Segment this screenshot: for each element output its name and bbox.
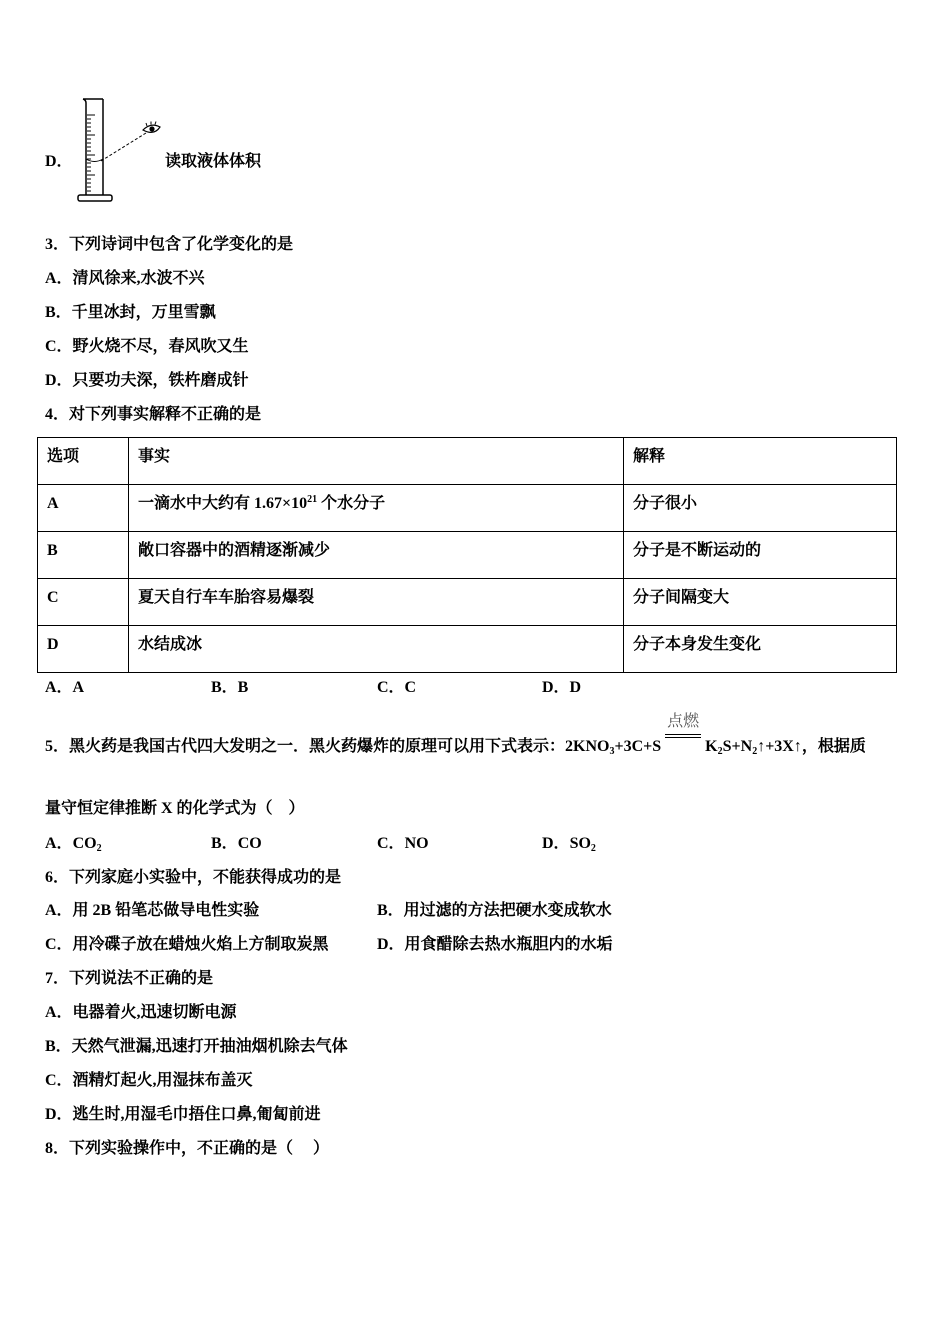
option-formula: SO (569, 835, 591, 852)
q4-option-a: A．A (45, 679, 85, 696)
q2-option-d-label: D． (45, 153, 73, 170)
equation-product-2-subscript: 2 (752, 746, 758, 757)
reaction-equals-double-line (665, 734, 701, 738)
option-formula: NO (404, 835, 429, 852)
q7-option-a: A．电器着火,迅速切断电源 (45, 1004, 237, 1021)
q7-stem: 7．下列说法不正确的是 (45, 970, 214, 987)
q8-stem: 8．下列实验操作中，不正确的是（ ） (45, 1140, 330, 1157)
q3-option-d: D．只要功夫深，铁杵磨成针 (45, 372, 249, 389)
equation-reactant-1-subscript: 3 (609, 746, 615, 757)
row-explanation: 分子很小 (624, 485, 897, 532)
row-explanation: 分子本身发生变化 (624, 626, 897, 673)
q5-stem-line1 (45, 713, 866, 757)
row-fact-text: 一滴水中大约有 1.67×10 (138, 495, 308, 512)
row-option: A (38, 485, 129, 532)
q5-option-c (377, 835, 429, 853)
q5-option-a (45, 835, 102, 853)
graduated-cylinder-figure (70, 95, 170, 207)
graduation-marks (87, 115, 95, 191)
q6-option-b: B．用过滤的方法把硬水变成软水 (377, 902, 612, 919)
table-row (38, 579, 897, 626)
eye-icon (143, 122, 160, 133)
option-formula: CO (72, 835, 97, 852)
table-row (38, 532, 897, 579)
reaction-condition (665, 713, 701, 756)
row-fact: 敞口容器中的酒精逐渐减少 (129, 532, 624, 579)
q4-facts-table (37, 437, 897, 673)
q6-stem: 6．下列家庭小实验中，不能获得成功的是 (45, 869, 342, 886)
reaction-condition-text: 点燃 (667, 713, 700, 730)
option-label: A． (45, 835, 73, 852)
equation-product-1-subscript: 2 (717, 746, 723, 757)
q4-stem: 4．对下列事实解释不正确的是 (45, 406, 262, 423)
q6-option-c: C．用冷碟子放在蜡烛火焰上方制取炭黑 (45, 936, 329, 953)
header-fact: 事实 (129, 438, 624, 485)
row-fact (129, 485, 624, 532)
option-formula-subscript: 2 (590, 843, 596, 854)
equation-reactant-2: +3C+S (614, 738, 662, 755)
option-label: C． (377, 835, 405, 852)
q7-option-b: B．天然气泄漏,迅速打开抽油烟机除去气体 (45, 1038, 348, 1055)
row-option: B (38, 532, 129, 579)
q6-option-a: A．用 2B 铅笔芯做导电性实验 (45, 902, 260, 919)
row-option: D (38, 626, 129, 673)
sight-line (101, 133, 146, 161)
row-fact-exponent: 21 (307, 494, 318, 505)
q3-stem: 3．下列诗词中包含了化学变化的是 (45, 236, 294, 253)
q5-stem-intro: 5．黑火药是我国古代四大发明之一．黑火药爆炸的原理可以用下式表示： (45, 738, 566, 755)
q6-option-d: D．用食醋除去热水瓶胆内的水垢 (377, 936, 613, 953)
row-explanation: 分子间隔变大 (624, 579, 897, 626)
q3-option-a: A．清风徐来,水波不兴 (45, 270, 205, 287)
q3-option-b: B．千里冰封，万里雪飘 (45, 304, 216, 321)
equation-reactant-1: 2KNO (565, 738, 610, 755)
q5-stem-line2: 量守恒定律推断 X 的化学式为（ ） (45, 800, 305, 817)
equation-product-3: ↑+3X↑ (757, 738, 802, 755)
row-fact-tail: 个水分子 (321, 495, 386, 512)
q4-option-c: C．C (377, 679, 417, 696)
q4-option-b: B．B (211, 679, 249, 696)
table-header-row (38, 438, 897, 485)
cylinder-base (78, 195, 112, 201)
q4-option-d: D．D (542, 679, 582, 696)
q7-option-d: D．逃生时,用湿毛巾捂住口鼻,匍匐前进 (45, 1106, 321, 1123)
option-label: D． (542, 835, 570, 852)
option-formula-subscript: 2 (96, 843, 102, 854)
header-option: 选项 (38, 438, 129, 485)
option-label: B． (211, 835, 238, 852)
option-formula: CO (237, 835, 262, 852)
table-row (38, 626, 897, 673)
equation-product-2: S+N (722, 738, 753, 755)
q5-stem-tail: ，根据质 (801, 738, 866, 755)
q3-option-c: C．野火烧不尽，春风吹又生 (45, 338, 249, 355)
q2-option-d-caption: 读取液体体积 (165, 153, 262, 170)
row-option: C (38, 579, 129, 626)
q7-option-c: C．酒精灯起火,用湿抹布盖灭 (45, 1072, 253, 1089)
row-fact: 夏天自行车车胎容易爆裂 (129, 579, 624, 626)
q5-option-b (211, 835, 262, 853)
equation-product-1: K (705, 738, 718, 755)
row-fact: 水结成冰 (129, 626, 624, 673)
header-explanation: 解释 (624, 438, 897, 485)
row-explanation: 分子是不断运动的 (624, 532, 897, 579)
cylinder-body (83, 99, 103, 195)
table-row (38, 485, 897, 532)
q5-option-d (542, 835, 596, 853)
